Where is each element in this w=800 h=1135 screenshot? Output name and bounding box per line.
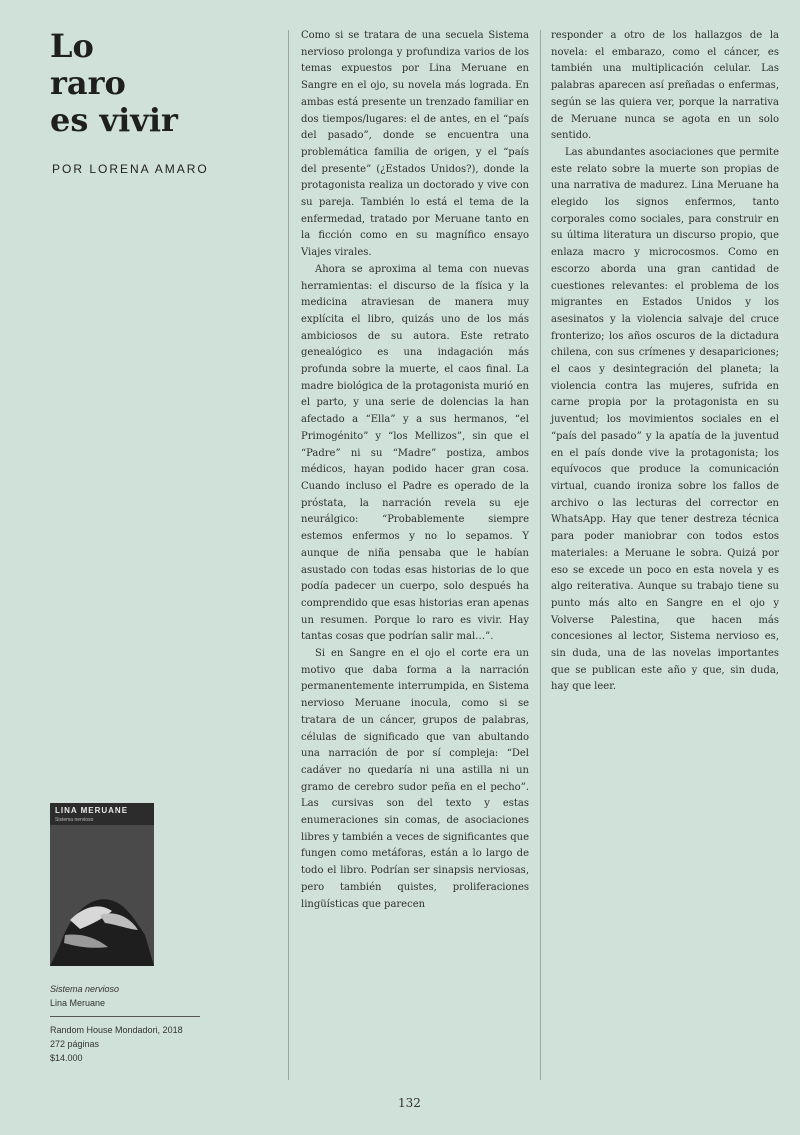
paragraph: responder a otro de los hallazgos de la novela: el embarazo, como el cáncer, es también una multiplicación celular. Las palabras aparecen así preñadas o enfermas, según se las quiera ver, porque la narrativa de Meruane nunca se agota en un solo sentido.: [551, 30, 779, 142]
book-author: Lina Meruane: [50, 998, 106, 1008]
paragraph: Como si se tratara de una secuela Sistema nervioso prolonga y profundiza varios de los temas expuestos por Lina Meruane en Sangre en el ojo, su novela más lograda. En ambas está presente un trenzado familiar en dos tiempos/lugares: el de antes, en el “país del pasado”, donde se encuentra una problemática familia de origen, y el “país del presente” (¿Estados Unidos?), donde la protagonista realiza un doctorado y vive con su pareja. También lo está el tema de la enfermedad, tratado por Meruane tanto en la ficción como en su magnífico ensayo Viajes virales.: [301, 30, 529, 259]
byline: POR LORENA AMARO: [52, 162, 209, 176]
title-line-3: es vivir: [50, 101, 178, 139]
cover-title: Sistema nervioso: [55, 817, 94, 823]
text-column-1: [301, 28, 529, 913]
paragraph: Si en Sangre en el ojo el corte era un motivo que daba forma a la narración permanentemente interrumpida, en Sistema nervioso Meruane inocula, como si se tratara de un cáncer, grupos de palabras, células de significado que van abultando una narración de por sí compleja: “Del cadáver no quedaría ni una astilla ni un gramo de cerebro sudor peña en el pecho”. Las cursivas son del texto y estas enumeraciones sin comas, de asociaciones libres y también a veces de significantes que fungen como metáforas, están a lo largo de todo el libro. Podrían ser sinapsis nerviosas, pero también quistes, proliferaciones lingüísticas que parecen: [301, 648, 529, 910]
text-column-2: [551, 28, 779, 696]
cover-hands-illustration: [50, 825, 154, 966]
cover-author: LINA MERUANE: [50, 803, 154, 825]
book-price: $14.000: [50, 1053, 83, 1063]
book-credits: [50, 982, 220, 1065]
book-cover-image: [50, 803, 154, 966]
column-rule-left: [288, 30, 289, 1080]
book-title: Sistema nervioso: [50, 984, 120, 994]
article-title: [50, 28, 250, 139]
title-line-1: Lo: [50, 27, 94, 65]
paragraph: Ahora se aproxima al tema con nuevas herramientas: el discurso de la física y la medicina atraviesan de manera muy explícita el libro, quizás uno de los más ambiciosos de su autora. Este retrato genealógico es una indagación más profunda sobre la muerte, el caos final. La madre biológica de la protagonista murió en el parto, y una serie de dolencias la han afectado a “Ella” y a sus hermanos, “el Primogénito” y “los Mellizos”, sin que el “Padre” ni su “Madre” postiza, ambos médicos, hayan podido hacer gran cosa. Cuando incluso el Padre es operado de la próstata, la narración revela su eje neurálgico: “Probablemente siempre estemos enfermos y no lo sepamos. Y aunque de niña pensaba que le habían asustado con todas esas historias de lo que podía padecer un cuerpo, solo después ha comprendido que esas historias eran apenas un resumen. Porque lo raro es vivir. Hay tantas cosas que podrían salir mal…”.: [301, 263, 529, 643]
book-pages: 272 páginas: [50, 1039, 100, 1049]
credits-divider: [50, 1016, 200, 1017]
page-number: 132: [398, 1096, 421, 1110]
column-rule-right: [540, 30, 541, 1080]
title-line-2: raro: [50, 64, 126, 102]
book-publisher: Random House Mondadori, 2018: [50, 1025, 183, 1035]
paragraph: Las abundantes asociaciones que permite este relato sobre la muerte son propias de una narrativa de madurez. Lina Meruane ha elegido los signos enfermos, tanto corporales como sociales, para construir en su última literatura un discurso propio, que enlaza macro y microcosmos. Como en escorzo aborda una gran cantidad de cuestiones relevantes: el problema de los migrantes en Estados Unidos y los asesinatos y la violencia salvaje del cruce fronterizo; los años oscuros de la dictadura chilena, con sus crímenes y desapariciones; el caos y desintegración del planeta; la violencia contra las mujeres, sufrida en carne propia por la protagonista en su juventud; los movimientos sociales en el “país del pasado” y la apatía de la juventud en el país donde vive la protagonista; los equívocos que produce la comunicación virtual, cuando ironiza sobre los fallos de archivo o las lecturas del corrector en WhatsApp. Hay que tener destreza técnica para poder maniobrar con todos estos materiales: a Meruane le sobra. Quizá por eso se excede un poco en esta novela y es algo reiterativa. Aunque su trabajo tiene su punto más alto en Sangre en el ojo y Volverse Palestina, que hacen más concesiones al lector, Sistema nervioso es, sin duda, una de las novelas importantes que se publican este año y que, sin duda, hay que leer.: [551, 146, 779, 693]
